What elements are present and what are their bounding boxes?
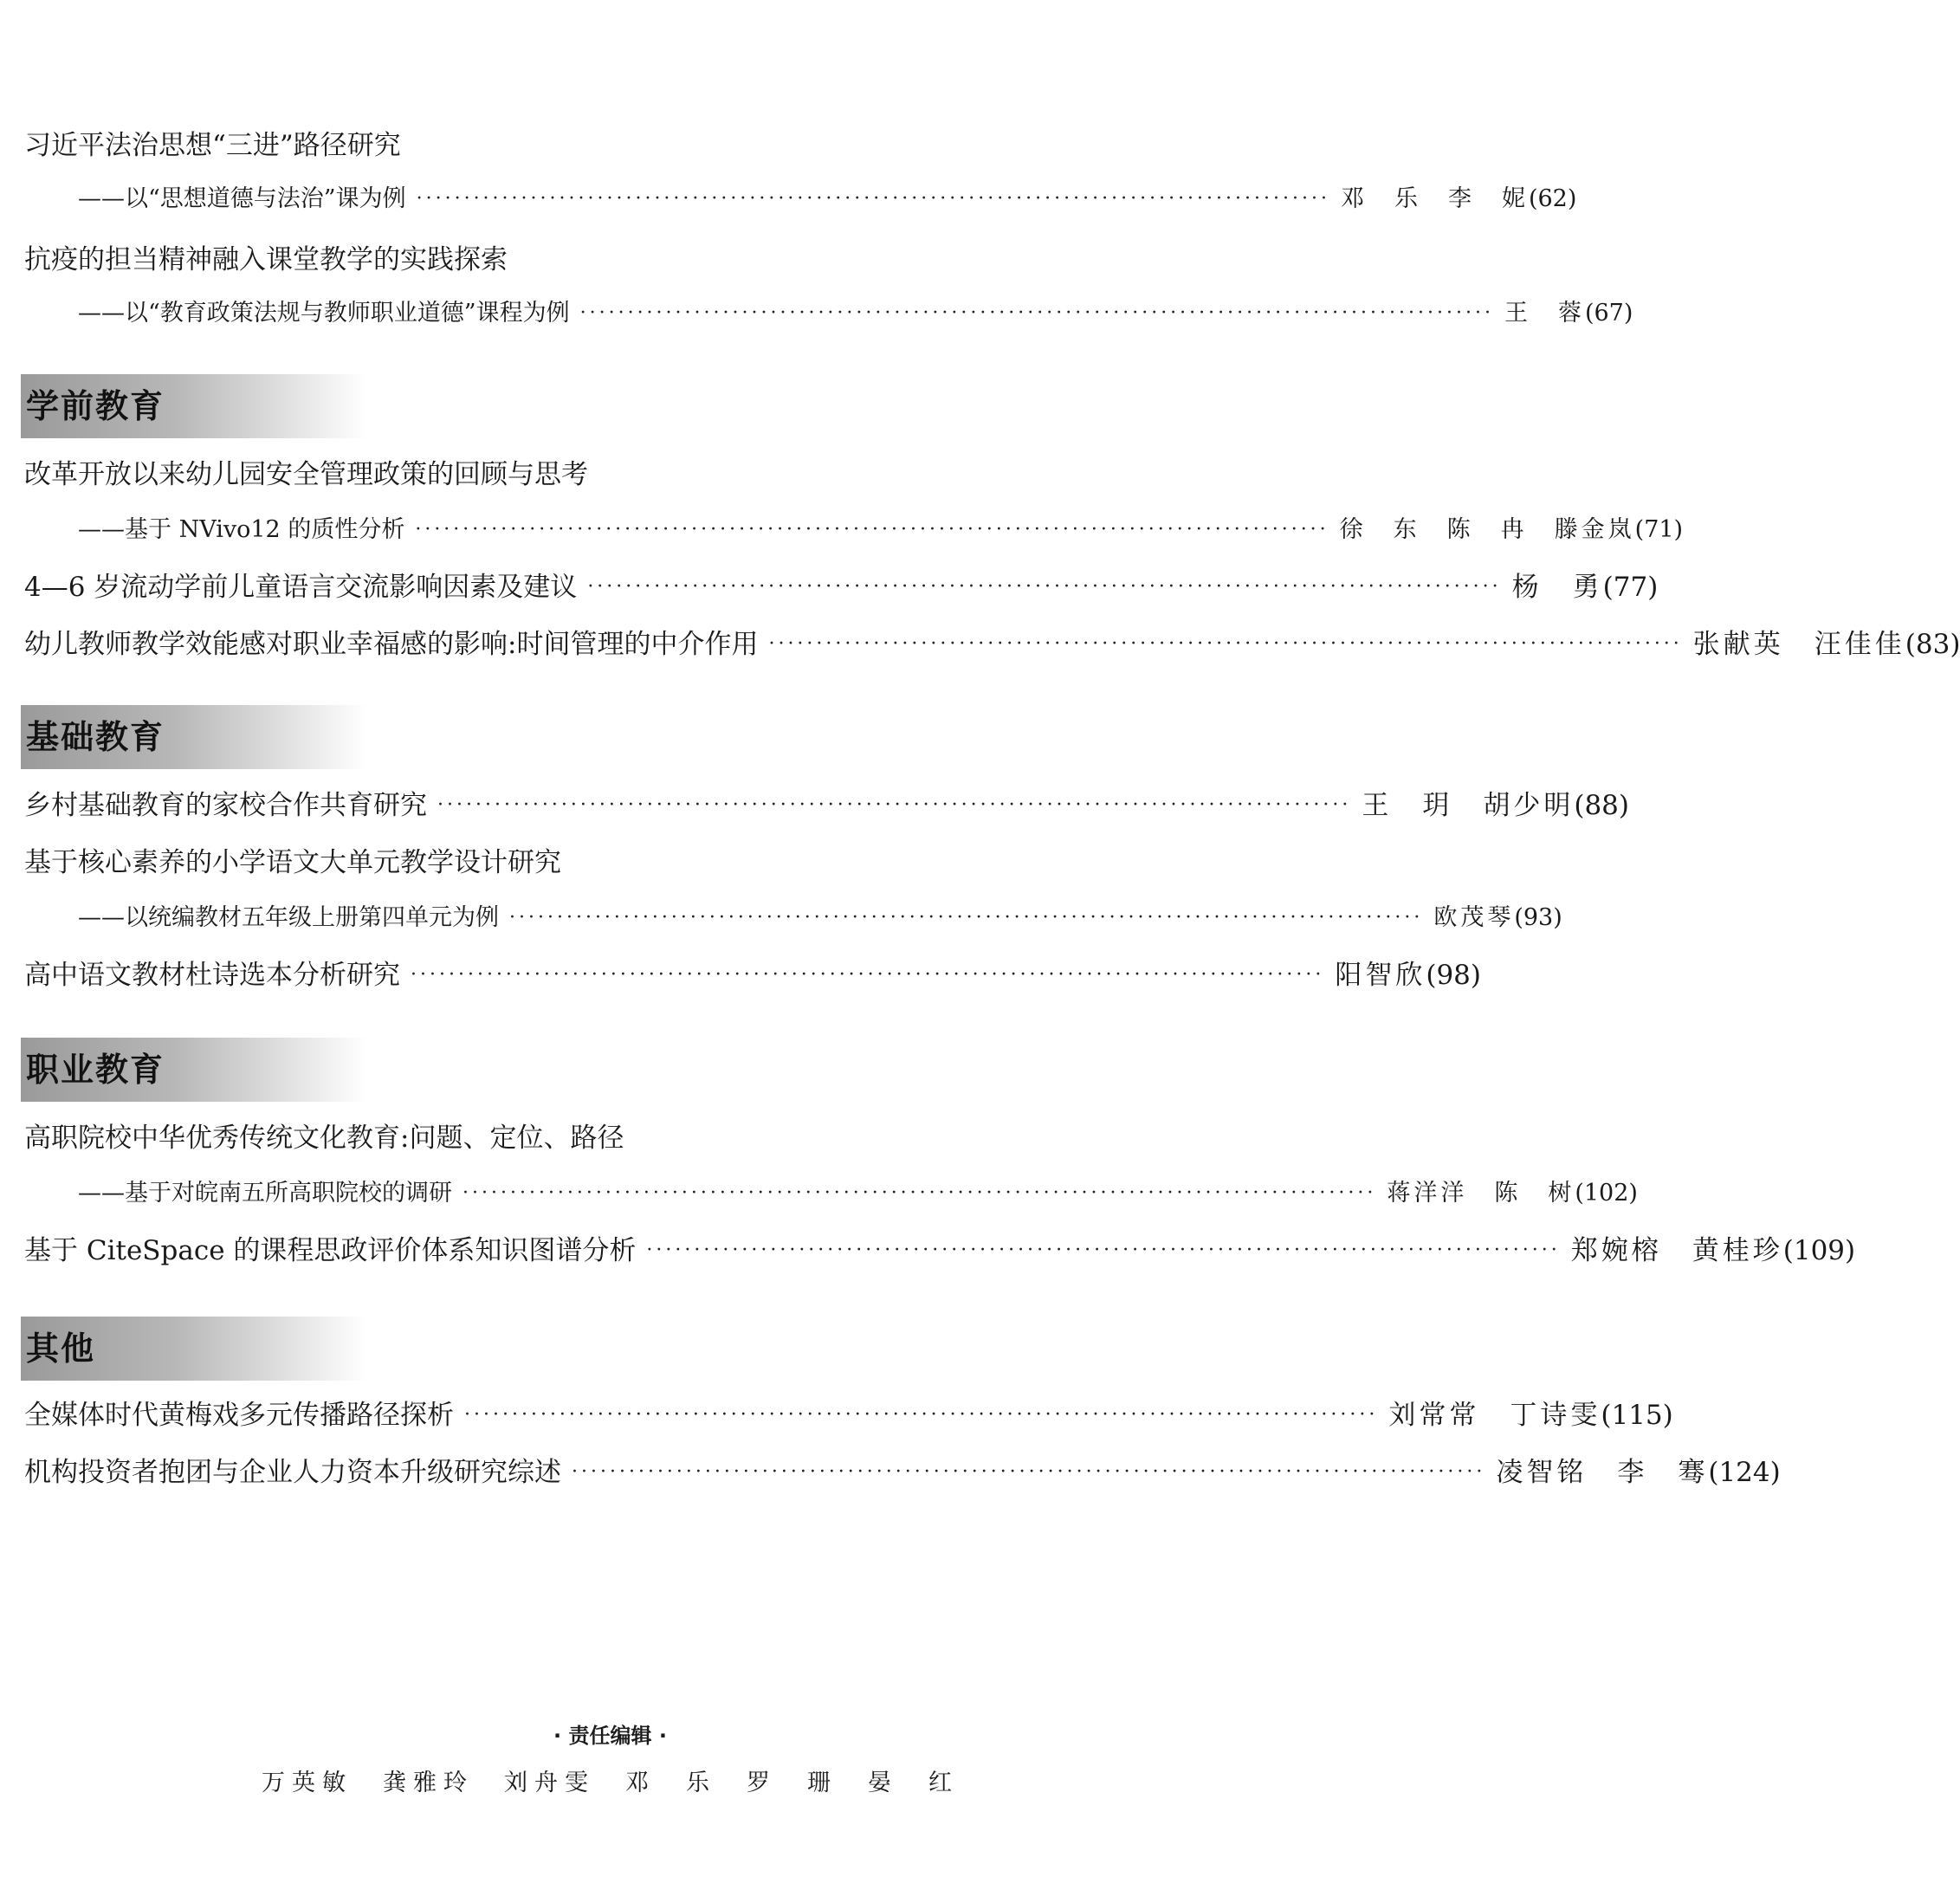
toc-page: (109) (1782, 1235, 1856, 1266)
toc-title: 4—6 岁流动学前儿童语言交流影响因素及建议 (24, 572, 578, 603)
toc-page: (124) (1708, 1457, 1781, 1488)
toc-authors: 王 蓉 (1504, 300, 1585, 327)
section-heading-label: 学前教育 (26, 387, 165, 425)
toc-authors: 蒋洋洋 陈 树 (1387, 1180, 1575, 1207)
leader-dots: ································································································ (509, 907, 1424, 929)
toc-page: (88) (1574, 790, 1629, 821)
toc-page: (102) (1575, 1180, 1638, 1207)
toc-subtitle: ——基于 NVivo12 的质性分析 (78, 516, 405, 543)
toc-entry[interactable] (24, 958, 1481, 993)
toc-title: 抗疫的担当精神融入课堂教学的实践探索 (24, 244, 508, 275)
toc-authors: 王 玥 胡少明 (1362, 790, 1575, 821)
section-heading-label: 基础教育 (26, 718, 165, 756)
leader-dots: ································································································ (464, 1404, 1379, 1426)
toc-entry[interactable] (78, 903, 1562, 934)
toc-authors: 凌智铭 李 骞 (1496, 1457, 1709, 1488)
toc-entry[interactable] (24, 788, 1629, 823)
toc-page: (98) (1426, 960, 1481, 991)
toc-title: 改革开放以来幼儿园安全管理政策的回顾与思考 (24, 459, 588, 490)
toc-entry[interactable] (78, 514, 1684, 546)
section-heading-label: 职业教育 (26, 1051, 165, 1089)
toc-subtitle: ——基于对皖南五所高职院校的调研 (78, 1180, 452, 1207)
leader-dots: ································································································ (411, 964, 1325, 986)
toc-page: (83) (1905, 629, 1960, 660)
toc-page: (62) (1528, 185, 1577, 212)
toc-entry[interactable] (78, 184, 1577, 215)
toc-authors: 欧茂琴 (1433, 904, 1515, 931)
toc-entry[interactable] (24, 1233, 1856, 1268)
toc-authors: 邓 乐 李 妮 (1340, 185, 1529, 212)
toc-title: 幼儿教师教学效能感对职业幸福感的影响:时间管理的中介作用 (24, 629, 759, 660)
toc-page: (115) (1601, 1400, 1673, 1431)
toc-authors: 张献英 汪佳佳 (1692, 629, 1905, 660)
section-heading-label: 其他 (26, 1330, 96, 1368)
leader-dots: ································································································ (572, 1461, 1486, 1483)
leader-dots: ································································································ (463, 1182, 1377, 1204)
toc-subtitle: ——以“教育政策法规与教师职业道德”课程为例 (78, 300, 570, 327)
toc-entry[interactable] (24, 627, 1960, 662)
leader-dots: ································································································ (415, 519, 1329, 540)
toc-title: 基于 CiteSpace 的课程思政评价体系知识图谱分析 (24, 1235, 637, 1266)
toc-title: 乡村基础教育的家校合作共育研究 (24, 790, 427, 821)
toc-entry[interactable] (78, 298, 1633, 329)
toc-page: (77) (1602, 572, 1659, 603)
toc-entry[interactable] (24, 570, 1659, 605)
toc-title: 全媒体时代黄梅戏多元传播路径探析 (24, 1400, 454, 1431)
editors-label: · 责任编辑 · (553, 1724, 667, 1748)
toc-title: 高职院校中华优秀传统文化教育:问题、定位、路径 (24, 1123, 624, 1154)
leader-dots: ································································································ (579, 302, 1494, 324)
toc-title: 机构投资者抱团与企业人力资本升级研究综述 (24, 1457, 561, 1488)
toc-entry[interactable] (24, 1398, 1673, 1433)
toc-authors: 阳智欣 (1335, 960, 1426, 991)
section-heading-other (21, 1317, 367, 1381)
leader-dots: ································································································ (587, 576, 1502, 598)
toc-authors: 刘常常 丁诗雯 (1388, 1400, 1601, 1431)
section-heading-preschool (21, 374, 367, 438)
section-heading-basic (21, 705, 367, 769)
toc-subtitle: ——以统编教材五年级上册第四单元为例 (78, 904, 499, 931)
toc-authors: 徐 东 陈 冉 滕金岚 (1339, 516, 1635, 543)
leader-dots: ································································································ (437, 794, 1352, 816)
toc-title: 习近平法治思想“三进”路径研究 (24, 130, 401, 161)
toc-subtitle: ——以“思想道德与法治”课为例 (78, 185, 406, 212)
editors-names: 万英敏 龚雅玲 刘舟雯 邓 乐 罗 珊 晏 红 (262, 1770, 959, 1796)
leader-dots: ································································································ (646, 1239, 1561, 1261)
toc-authors: 杨 勇 (1511, 572, 1603, 603)
toc-authors: 郑婉榕 黄桂珍 (1570, 1235, 1783, 1266)
toc-entry[interactable] (78, 1178, 1638, 1209)
toc-page: (67) (1584, 300, 1633, 327)
leader-dots: ································································································ (416, 188, 1330, 210)
toc-title: 高中语文教材杜诗选本分析研究 (24, 960, 400, 991)
leader-dots: ································································································ (768, 633, 1683, 655)
toc-title: 基于核心素养的小学语文大单元教学设计研究 (24, 847, 561, 878)
toc-page: (93) (1514, 904, 1562, 931)
toc-page: (71) (1634, 516, 1684, 543)
toc-entry[interactable] (24, 1455, 1781, 1490)
section-heading-vocational (21, 1038, 367, 1102)
